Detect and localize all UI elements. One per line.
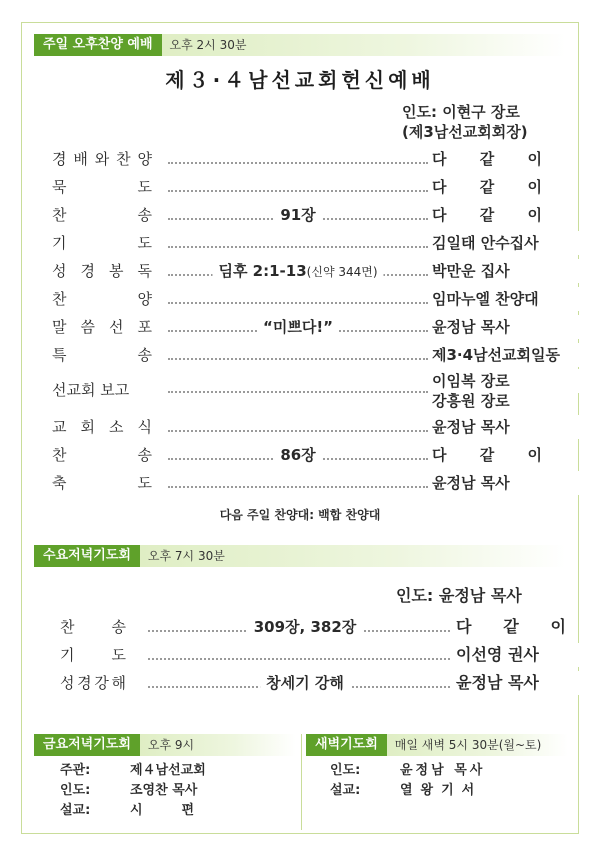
order-label: 찬 송 [52, 446, 152, 464]
order-person: 다 같 이 [428, 203, 542, 227]
order-detail: 딤후 2:1-13(신약 344면) [212, 259, 383, 284]
leader-dots [168, 162, 428, 164]
friday-host: 주관: 제４남선교회 [60, 763, 206, 778]
leader-dots [168, 246, 428, 248]
dawn-sermon: 설교: 열왕기서 [330, 783, 483, 798]
order-row [52, 415, 552, 439]
order-row [52, 343, 561, 367]
friday-leader: 인도: 조영찬 목사 [60, 783, 198, 798]
order-detail: 86장 [274, 443, 321, 467]
order-person: 다 같 이 [452, 615, 566, 639]
order-row [60, 643, 554, 667]
order-person: 이선영 권사 [452, 643, 600, 667]
leader-dots [168, 358, 428, 360]
order-label: 교 회 소 식 [52, 418, 152, 436]
order-person: 다 같 이 [428, 443, 542, 467]
order-detail: 309장, 382장 [248, 615, 363, 639]
order-person: 윤정남 목사 [452, 671, 600, 695]
friday-tag: 금요저녁기도회 [34, 734, 140, 756]
leader-dots [168, 190, 428, 192]
dawn-header [306, 734, 568, 756]
sunday-time: 오후 2시 30분 [162, 34, 566, 56]
order-label: 말 씀 선 포 [52, 318, 152, 336]
order-row [52, 147, 552, 171]
order-label: 경 배 와 찬 양 [52, 150, 152, 168]
wednesday-header [34, 545, 566, 567]
wednesday-tag: 수요저녁기도회 [34, 545, 140, 567]
leader-dots [148, 658, 450, 660]
order-person: 임마누엘 찬양대 [428, 287, 600, 311]
order-label: 찬 송 [52, 206, 152, 224]
order-label: 찬 양 [52, 290, 152, 308]
order-person: 윤정남 목사 [428, 471, 600, 495]
dawn-leader: 인도: 윤정남 목사 [330, 763, 486, 778]
dawn-tag: 새벽기도회 [306, 734, 387, 756]
service-title: 제３·４남선교회헌신예배 [165, 68, 435, 92]
sunday-header [34, 34, 566, 56]
order-row [52, 259, 552, 283]
order-person: 윤정남 목사 [428, 415, 600, 439]
sunday-tag: 주일 오후찬양 예배 [34, 34, 162, 56]
order-person: 이임복 장로 [428, 369, 600, 393]
order-person: 다 같 이 [428, 147, 542, 171]
order-label: 기 도 [60, 646, 126, 664]
order-row [52, 315, 552, 339]
order-person: 김일태 안수집사 [428, 231, 600, 255]
order-label: 기 도 [52, 234, 152, 252]
order-person: 제3·4남선교회일동 [428, 343, 600, 367]
leader-dots [168, 302, 428, 304]
leader-dots [168, 430, 428, 432]
order-row [52, 175, 552, 199]
order-label: 찬 송 [60, 618, 126, 636]
order-row [52, 372, 552, 418]
order-row [52, 443, 552, 467]
order-label: 특 송 [52, 346, 152, 364]
order-row [60, 671, 554, 695]
leader-dots [168, 391, 428, 393]
order-person: 윤정남 목사 [428, 315, 600, 339]
order-person-2: 강흥원 장로 [432, 392, 510, 410]
order-row [60, 615, 566, 639]
order-label: 성 경 봉 독 [52, 262, 152, 280]
order-detail: 91장 [274, 203, 321, 227]
friday-time: 오후 9시 [140, 734, 296, 756]
next-choir-note: 다음 주일 찬양대: 백합 찬양대 [219, 508, 381, 522]
column-divider [301, 734, 302, 830]
order-label: 성 경 강 해 [60, 674, 126, 692]
order-label: 축 도 [52, 474, 152, 492]
friday-header [34, 734, 296, 756]
order-label: 묵 도 [52, 178, 152, 196]
order-row [52, 287, 552, 311]
order-row [52, 471, 552, 495]
order-detail: “미쁘다!” [257, 315, 339, 339]
order-row [52, 203, 552, 227]
sunday-leader-sub: (제3남선교회회장) [402, 123, 528, 141]
wednesday-leader: 인도: 윤정남 목사 [396, 586, 522, 605]
leader-dots [168, 486, 428, 488]
friday-sermon: 설교: 시 편 [60, 803, 195, 818]
order-label: 선교회 보고 [52, 381, 130, 399]
order-person: 박만운 집사 [428, 259, 600, 283]
order-person: 다 같 이 [428, 175, 542, 199]
sunday-leader: 인도: 이현구 장로 [402, 103, 520, 121]
dawn-time: 매일 새벽 5시 30분(월~토) [387, 734, 568, 756]
order-row [52, 231, 552, 255]
order-detail: 창세기 강해 [260, 671, 350, 695]
wednesday-time: 오후 7시 30분 [140, 545, 566, 567]
